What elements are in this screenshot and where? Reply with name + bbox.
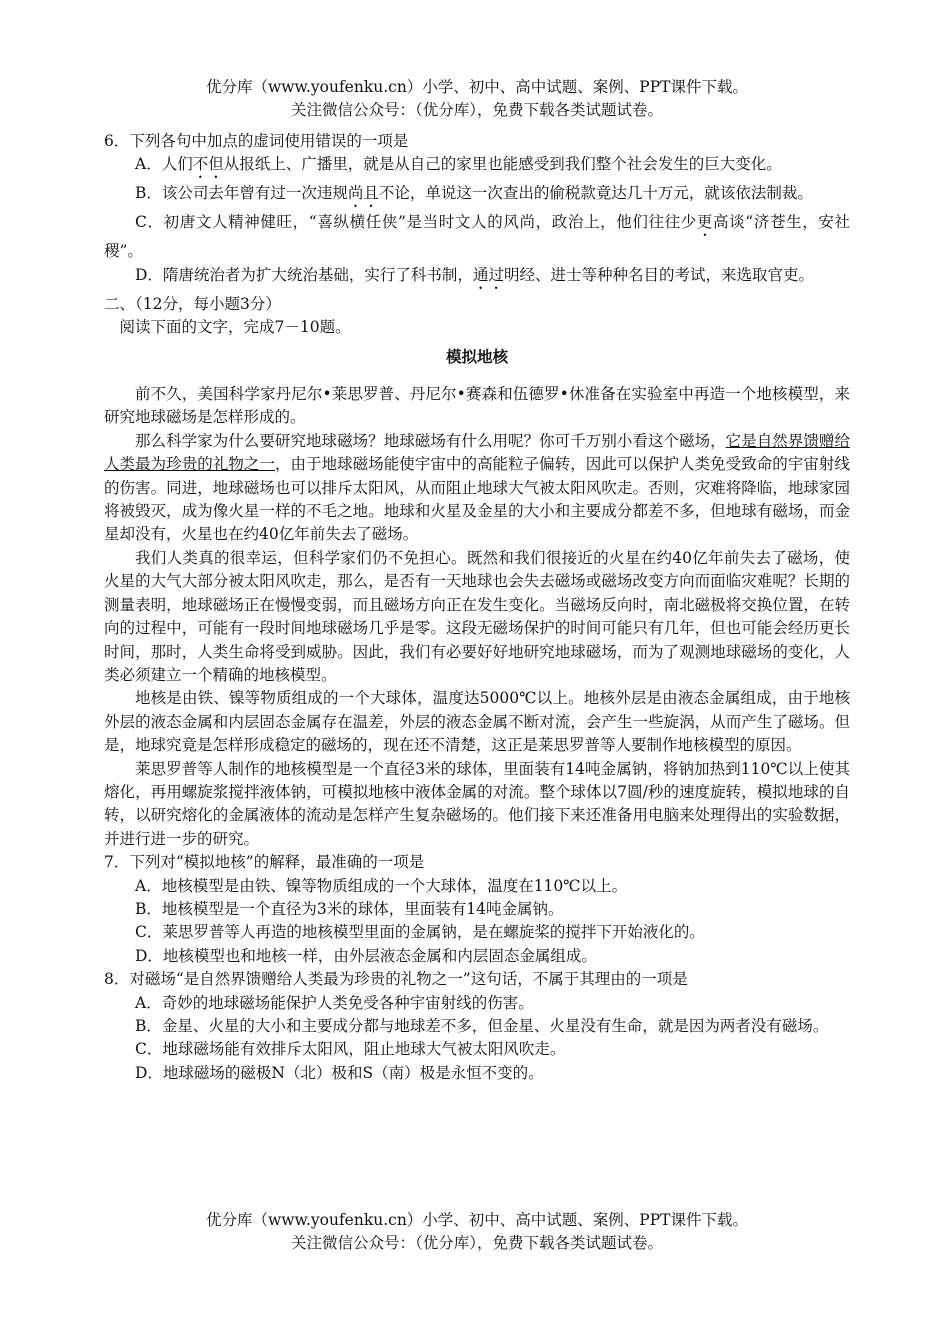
question-8-option-a: A．奇妙的地球磁场能保护人类免受各种宇宙射线的伤害。: [135, 993, 534, 1012]
question-6-option-d: [104, 264, 850, 293]
article-paragraph-5: 莱思罗普等人制作的地核模型是一个直径3米的球体，里面装有14吨金属钠，将钠加热到110℃以上使其熔化，再用螺旋浆搅拌液体钠，可模拟地核中液体金属的对流。整个球体以7圆/秒的速度旋转，模拟地球的自转，以研究熔化的金属液体的流动是怎样产生复杂磁场的。他们接下来还准备用电脑来处理得出的实验数据，并进行进一步的研究。: [104, 759, 850, 848]
question-6-option-c: [104, 211, 850, 263]
paragraph-text: 那么科学家为什么要研究地球磁场？地球磁场有什么用呢？你可千万别小看这个磁场，: [135, 431, 726, 450]
option-text: 明经、进士等种种名目的考试，来选取官吏。: [503, 265, 814, 284]
article-paragraph-4: 地核是由铁、镍等物质组成的一个大球体，温度达5000℃以上。地核外层是由液态金属组成，由于地核外层的液态金属和内层固态金属存在温差，外层的液态金属不断对流，会产生一些旋涡，从而产生了磁场。但是，地球究竟是怎样形成稳定的磁场的，现在还不清楚，这正是莱思罗普等人要制作地核模型的原因。: [104, 689, 850, 755]
option-text: 从报纸上、广播里，就是从自己的家里也能感受到我们整个社会发生的巨大变化。: [223, 155, 782, 174]
question-7-option-d: D．地核模型也和地核一样，由外层液态金属和内层固态金属组成。: [135, 946, 597, 965]
underlined-sentence: 它是自然界馈赠给人类最为珍贵的礼物之一: [104, 431, 850, 474]
emphasized-word: 不但: [192, 155, 224, 174]
option-text: 不论，单说这一次查出的偷税款竟达几十万元，就该依法制裁。: [378, 184, 813, 203]
question-6-option-a: [104, 153, 850, 182]
option-text: A．人们: [135, 155, 193, 174]
article-paragraph-3: 我们人类真的很幸运，但科学家们仍不免担心。既然和我们很接近的火星在约40亿年前失去了磁场，使火星的大气大部分被太阳风吹走，那么，是否有一天地球也会失去磁场或磁场改变方向而面临灾难呢？长期的测量表明，地球磁场正在慢慢变弱，而且磁场方向正在发生变化。当磁场反向时，南北磁极将交换位置，在转向的过程中，可能有一段时间地球磁场几乎是零。这段无磁场保护的时间可能只有几年，但也可能会经历更长时间，那时，人类生命将受到威胁。因此，我们有必要好好地研究地球磁场，而为了观测地球磁场的变化，人类必须建立一个精确的地核模型。: [104, 548, 850, 684]
emphasized-word: 更: [696, 213, 714, 232]
page-footer: [104, 1209, 850, 1255]
question-8-option-b: B．金星、火星的大小和主要成分都与地球差不多，但金星、火星没有生命，就是因为两者没有磁场。: [135, 1017, 829, 1035]
footer-line-2: 关注微信公众号：（优分库），免费下载各类试题试卷。: [290, 1234, 663, 1252]
question-7-option-b: B．地核模型是一个直径为3米的球体，里面装有14吨金属钠。: [135, 899, 564, 918]
emphasized-word: 尚且: [347, 184, 379, 203]
question-7-stem: 7．下列对“模拟地核”的解释，最准确的一项是: [104, 853, 425, 872]
paragraph-text: ，由于地球磁场能使宇宙中的高能粒子偏转，因此可以保护人类免受致命的宇宙射线的伤害。同进，地球磁场也可以排斥太阳风，从而阻止地球大气被太阳风吹走。否则，灾难将降临，地球家园将被毁灭，成为像火星一样的不毛之地。地球和火星及金星的大小和主要成分都差不多，但地球有磁场，而金星却没有，火星也在约40亿年前失去了磁场。: [104, 455, 850, 544]
question-7-option-c: C．莱思罗普等人再造的地核模型里面的金属钠，是在螺旋桨的搅拌下开始液化的。: [135, 923, 705, 942]
question-8-option-c: C．地球磁场能有效排斥太阳风，阻止地球大气被太阳风吹走。: [135, 1040, 566, 1059]
header-line-2: 关注微信公众号：（优分库），免费下载各类试题试卷。: [290, 101, 663, 119]
question-8-option-d: D．地球磁场的磁极N（北）极和S（南）极是永恒不变的。: [135, 1063, 544, 1082]
section-2-instruction: 阅读下面的文字，完成7－10题。: [119, 318, 351, 337]
question-8-stem: 8．对磁场“是自然界馈赠给人类最为珍贵的礼物之一”这句话，不属于其理由的一项是: [104, 970, 688, 989]
article-title: 模拟地核: [445, 347, 508, 366]
header-line-1: 优分库（www.youfenku.cn）小学、初中、高中试题、案例、PPT课件下载。: [205, 78, 749, 96]
question-6-stem: 6．下列各句中加点的虚词使用错误的一项是: [104, 132, 409, 150]
footer-line-1: 优分库（www.youfenku.cn）小学、初中、高中试题、案例、PPT课件下载。: [205, 1211, 749, 1229]
option-text: B．该公司去年曾有过一次违规: [135, 184, 348, 203]
article-paragraph-1: 前不久，美国科学家丹尼尔•莱思罗普、丹尼尔•赛森和伍德罗•休准备在实验室中再造一个地核模型，来研究地球磁场是怎样形成的。: [104, 385, 850, 427]
question-7-option-a: A．地核模型是由铁、镍等物质组成的一个大球体，温度在110℃以上。: [135, 876, 628, 895]
option-text: D．隋唐统治者为扩大统治基础，实行了科书制，: [135, 265, 473, 284]
section-2-heading: 二、（12分，每小题3分）: [104, 294, 281, 313]
document-body: [104, 130, 850, 1085]
question-6-option-b: [104, 182, 850, 211]
option-text: 高谈“济苍生，安社稷”。: [104, 213, 850, 261]
page-header: [104, 76, 850, 122]
emphasized-word: 通过: [472, 265, 504, 284]
article-paragraph-2: [104, 430, 850, 547]
option-text: C．初唐文人精神健旺，“喜纵横任侠”是当时文人的风尚，政治上，他们往往少: [135, 213, 697, 232]
